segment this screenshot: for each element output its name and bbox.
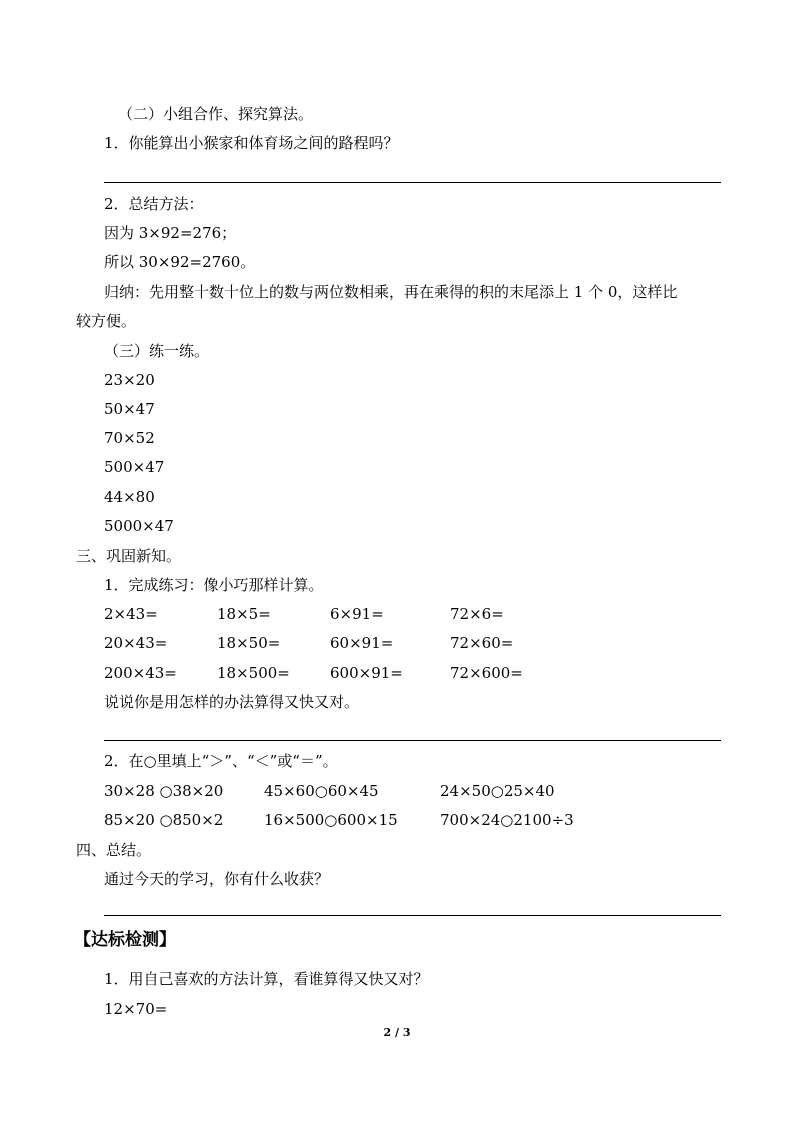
section-heading-explore: （二）小组合作、探究算法。 [118, 105, 314, 123]
compare-cell: 45×60○60×45 [264, 782, 379, 800]
compare-cell: 85×20 ○850×2 [104, 811, 224, 829]
answer-line [104, 182, 721, 183]
practice-item: 70×52 [104, 429, 155, 447]
grid-cell: 72×6= [450, 605, 504, 623]
grid-cell: 6×91= [330, 605, 384, 623]
practice-item: 500×47 [104, 458, 165, 476]
answer-line [104, 740, 721, 741]
so-line: 所以 30×92=2760。 [104, 253, 256, 271]
test-heading: 【达标检测】 [74, 930, 176, 950]
compare-cell: 16×500○600×15 [264, 811, 398, 829]
part-4-heading: 四、总结。 [76, 841, 152, 859]
test-question-1-item: 12×70= [104, 1000, 168, 1018]
grid-cell: 18×50= [217, 634, 281, 652]
exercise-1-talk: 说说你是用怎样的办法算得又快又对。 [104, 693, 360, 711]
compare-cell: 700×24○2100÷3 [440, 811, 574, 829]
summary-line-2: 较方便。 [76, 312, 137, 330]
question-1: 1．你能算出小猴家和体育场之间的路程吗？ [104, 134, 399, 152]
grid-cell: 600×91= [330, 664, 403, 682]
exercise-1: 1．完成练习：像小巧那样计算。 [104, 576, 324, 594]
grid-cell: 72×600= [450, 664, 523, 682]
practice-item: 44×80 [104, 488, 155, 506]
practice-item: 5000×47 [104, 517, 174, 535]
because-line: 因为 3×92=276； [104, 224, 237, 242]
summary-line-1: 归纳：先用整十数十位上的数与两位数相乘，再在乘得的积的末尾添上 1 个 0，这样比 [104, 283, 678, 301]
test-question-1: 1．用自己喜欢的方法计算，看谁算得又快又对？ [104, 970, 429, 988]
question-2-label: 2．总结方法： [104, 195, 204, 213]
part-4-question: 通过今天的学习，你有什么收获？ [104, 870, 330, 888]
part-3-heading: 三、巩固新知。 [76, 547, 182, 565]
exercise-2: 2．在○里填上“＞”、“＜”或“＝”。 [104, 752, 338, 770]
practice-item: 50×47 [104, 400, 155, 418]
grid-cell: 72×60= [450, 634, 514, 652]
grid-cell: 20×43= [104, 634, 168, 652]
grid-cell: 2×43= [104, 605, 158, 623]
practice-item: 23×20 [104, 371, 155, 389]
grid-cell: 18×500= [217, 664, 290, 682]
answer-line [104, 915, 721, 916]
page-number: 2 / 3 [383, 1026, 411, 1039]
compare-cell: 30×28 ○38×20 [104, 782, 224, 800]
grid-cell: 18×5= [217, 605, 271, 623]
compare-cell: 24×50○25×40 [440, 782, 555, 800]
grid-cell: 200×43= [104, 664, 177, 682]
grid-cell: 60×91= [330, 634, 394, 652]
section-heading-practice: （三）练一练。 [104, 342, 210, 360]
